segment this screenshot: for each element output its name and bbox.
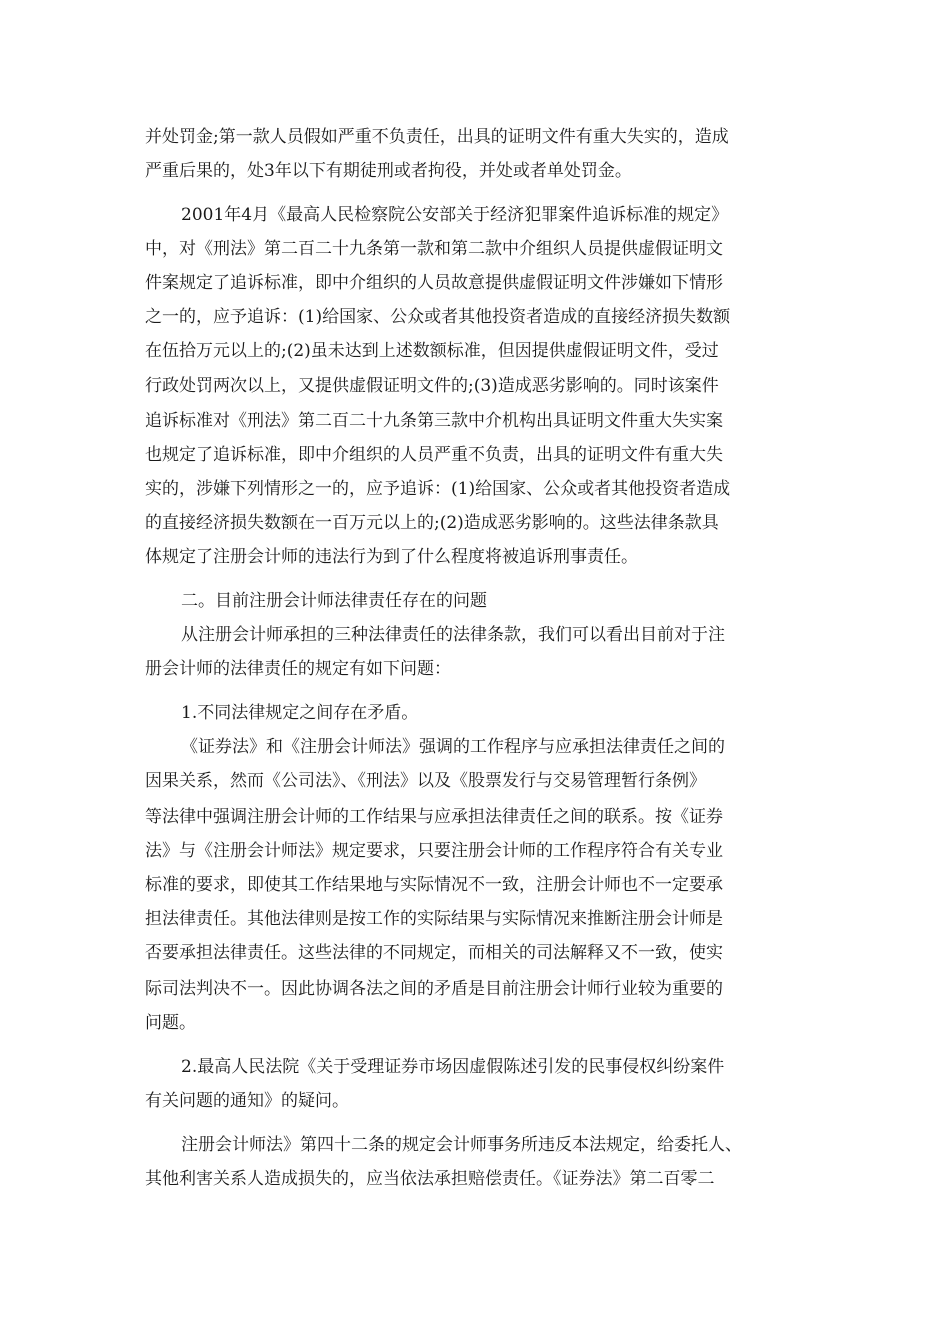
paragraph-4-line-8: 际司法判决不一。因此协调各法之间的矛盾是目前注册会计师行业较为重要的 [145,979,723,999]
paragraph-3-line-2: 册会计师的法律责任的规定有如下问题： [145,659,451,679]
paragraph-4-line-2: 因果关系，然而《公司法》、《刑法》以及《股票发行与交易管理暂行条例》 [145,771,706,791]
subheading-2-line-1: 2.最高人民法院《关于受理证券市场因虚假陈述引发的民事侵权纠纷案件 [181,1057,725,1077]
paragraph-2-line-7: 追诉标准对《刑法》第二百二十九条第三款中介机构出具证明文件重大失实案 [145,411,723,431]
paragraph-1-line-2: 严重后果的，处3年以下有期徒刑或者拘役，并处或者单处罚金。 [145,161,632,181]
paragraph-2-line-2: 中，对《刑法》第二百二十九条第一款和第二款中介组织人员提供虚假证明文 [145,239,723,259]
paragraph-2-line-10: 的直接经济损失数额在一百万元以上的;(2)造成恶劣影响的。这些法律条款具 [145,513,719,533]
subheading-1: 1.不同法律规定之间存在矛盾。 [181,703,419,723]
paragraph-2-line-11: 体规定了注册会计师的违法行为到了什么程度将被追诉刑事责任。 [145,547,638,567]
paragraph-2-line-1: 2001年4月《最高人民检察院公安部关于经济犯罪案件追诉标准的规定》 [181,205,729,225]
paragraph-4-line-3: 等法律中强调注册会计师的工作结果与应承担法律责任之间的联系。按《证券 [145,807,723,827]
paragraph-4-line-7: 否要承担法律责任。这些法律的不同规定，而相关的司法解释又不一致，使实 [145,943,723,963]
subheading-2-line-2: 有关问题的通知》的疑问。 [145,1091,349,1111]
paragraph-4-line-4: 法》与《注册会计师法》规定要求，只要注册会计师的工作程序符合有关专业 [145,841,723,861]
paragraph-1-line-1: 并处罚金;第一款人员假如严重不负责任，出具的证明文件有重大失实的，造成 [145,127,729,147]
paragraph-2-line-4: 之一的，应予追诉：(1)给国家、公众或者其他投资者造成的直接经济损失数额 [145,307,731,327]
paragraph-5-line-1: 注册会计师法》第四十二条的规定会计师事务所违反本法规定，给委托人、 [181,1135,742,1155]
paragraph-4-line-5: 标准的要求，即使其工作结果地与实际情况不一致，注册会计师也不一定要承 [145,875,723,895]
paragraph-4-line-9: 问题。 [145,1013,196,1033]
paragraph-4-line-1: 《证券法》和《注册会计师法》强调的工作程序与应承担法律责任之间的 [181,737,725,757]
paragraph-4-line-6: 担法律责任。其他法律则是按工作的实际结果与实际情况来推断注册会计师是 [145,909,723,929]
paragraph-3-line-1: 从注册会计师承担的三种法律责任的法律条款，我们可以看出目前对于注 [181,625,725,645]
paragraph-2-line-8: 也规定了追诉标准，即中介组织的人员严重不负责，出具的证明文件有重大失 [145,445,723,465]
paragraph-2-line-9: 实的，涉嫌下列情形之一的，应予追诉：(1)给国家、公众或者其他投资者造成 [145,479,731,499]
paragraph-2-line-6: 行政处罚两次以上，又提供虚假证明文件的;(3)造成恶劣影响的。同时该案件 [145,376,719,396]
paragraph-5-line-2: 其他利害关系人造成损失的，应当依法承担赔偿责任。《证券法》第二百零二 [145,1169,715,1189]
paragraph-2-line-3: 件案规定了追诉标准，即中介组织的人员故意提供虚假证明文件涉嫌如下情形 [145,273,723,293]
section-heading: 二。目前注册会计师法律责任存在的问题 [181,591,487,611]
paragraph-2-line-5: 在伍拾万元以上的;(2)虽未达到上述数额标准，但因提供虚假证明文件，受过 [145,341,719,361]
